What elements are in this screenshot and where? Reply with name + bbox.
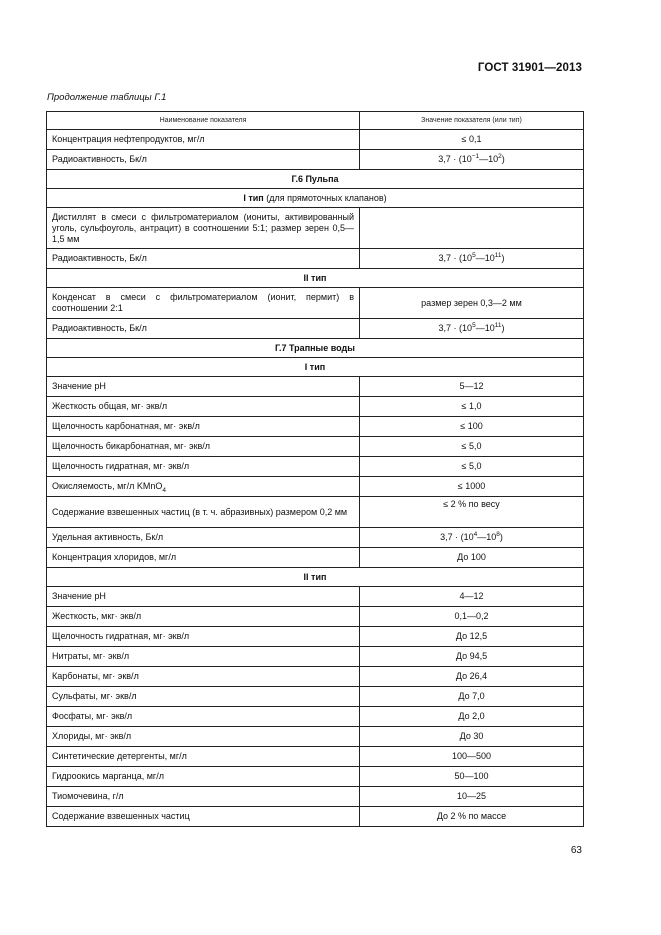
row-value: 5—12 xyxy=(360,377,584,397)
row-value: До 30 xyxy=(360,727,584,747)
row-name: Гидроокись марганца, мг/л xyxy=(47,767,360,787)
table-row xyxy=(47,627,584,647)
row-value: 10—25 xyxy=(360,787,584,807)
row-value: До 100 xyxy=(360,548,584,568)
table-row xyxy=(47,687,584,707)
row-value: До 2 % по массе xyxy=(360,807,584,827)
row-value: $3,7 \cdot (10^5—10^{11})$ xyxy=(360,249,584,269)
table-row xyxy=(47,417,584,437)
row-value: ≤ 1,0 xyxy=(360,397,584,417)
parameters-table xyxy=(46,111,584,827)
subsection-row xyxy=(47,269,584,288)
row-name: Синтетические детергенты, мг/л xyxy=(47,747,360,767)
row-name: Конденсат в смеси с фильтроматериалом (ионит, пермит) в соотношении 2:1 xyxy=(47,288,360,319)
subsection-row xyxy=(47,358,584,377)
column-header-name: Наименование показателя xyxy=(47,112,360,130)
subsection-row xyxy=(47,568,584,587)
table-row xyxy=(47,807,584,827)
table-row xyxy=(47,727,584,747)
row-name: Радиоактивность, Бк/л xyxy=(47,319,360,339)
table-row xyxy=(47,457,584,477)
table-row xyxy=(47,548,584,568)
row-value: До 12,5 xyxy=(360,627,584,647)
table-row xyxy=(47,607,584,627)
column-header-value: Значение показателя (или тип) xyxy=(360,112,584,130)
row-name: Радиоактивность, Бк/л xyxy=(47,249,360,269)
table-row xyxy=(47,437,584,457)
subsection-g6-type2: II тип xyxy=(47,269,584,288)
table-row xyxy=(47,288,584,319)
table-row xyxy=(47,587,584,607)
row-value: $3,7 \cdot (10^{-1}—10^2)$ xyxy=(360,150,584,170)
subsection-g6-type1: I тип (для прямоточных клапанов) xyxy=(47,189,584,208)
table-row xyxy=(47,707,584,727)
subsection-row xyxy=(47,189,584,208)
row-value: ≤ 0,1 xyxy=(360,130,584,150)
row-value: ≤ 5,0 xyxy=(360,437,584,457)
standard-header: ГОСТ 31901—2013 xyxy=(477,62,582,74)
row-name: Окисляемость, мг/л KMnO$_4$ xyxy=(47,477,360,497)
table-row xyxy=(47,319,584,339)
table-row xyxy=(47,150,584,170)
section-title-g7: Г.7 Трапные воды xyxy=(47,339,584,358)
row-value: До 2,0 xyxy=(360,707,584,727)
subsection-g7-type1: I тип xyxy=(47,358,584,377)
table-row xyxy=(47,377,584,397)
row-name: Значение pH xyxy=(47,377,360,397)
row-name: Фосфаты, мг· экв/л xyxy=(47,707,360,727)
table-row xyxy=(47,747,584,767)
table-row xyxy=(47,647,584,667)
row-name: Тиомочевина, г/л xyxy=(47,787,360,807)
table-row xyxy=(47,528,584,548)
row-value: размер зерен 0,3—2 мм xyxy=(360,288,584,319)
section-row xyxy=(47,170,584,189)
table-row xyxy=(47,767,584,787)
row-value: $3,7 \cdot (10^5—10^{11})$ xyxy=(360,319,584,339)
row-name: Концентрация хлоридов, мг/л xyxy=(47,548,360,568)
row-name: Щелочность гидратная, мг· экв/л xyxy=(47,457,360,477)
row-name: Жесткость, мкг· экв/л xyxy=(47,607,360,627)
row-value: ≤ 2 % по весу xyxy=(360,497,584,528)
table-row xyxy=(47,208,584,249)
subsection-g7-type2: II тип xyxy=(47,568,584,587)
row-value: До 26,4 xyxy=(360,667,584,687)
row-value: 4—12 xyxy=(360,587,584,607)
row-name: Дистиллят в смеси с фильтроматериалом (иониты, активированный уголь, сульфоуголь, антрацит) в соотношении 5:1; размер зерен 0,5—1,5 мм xyxy=(47,208,360,249)
row-name: Жесткость общая, мг· экв/л xyxy=(47,397,360,417)
section-row xyxy=(47,339,584,358)
row-value xyxy=(360,208,584,249)
table-row xyxy=(47,397,584,417)
row-name: Значение pH xyxy=(47,587,360,607)
table-row xyxy=(47,130,584,150)
table-row xyxy=(47,787,584,807)
row-name: Сульфаты, мг· экв/л xyxy=(47,687,360,707)
table-row xyxy=(47,249,584,269)
section-title-g6: Г.6 Пульпа xyxy=(47,170,584,189)
table-header-row xyxy=(47,112,584,130)
page-number: 63 xyxy=(570,845,582,856)
row-name: Удельная активность, Бк/л xyxy=(47,528,360,548)
row-name: Щелочность бикарбонатная, мг· экв/л xyxy=(47,437,360,457)
row-value: До 7,0 xyxy=(360,687,584,707)
row-name: Карбонаты, мг· экв/л xyxy=(47,667,360,687)
row-value: 0,1—0,2 xyxy=(360,607,584,627)
row-value: 50—100 xyxy=(360,767,584,787)
table-row xyxy=(47,477,584,497)
table-caption: Продолжение таблицы Г.1 xyxy=(47,92,167,103)
row-name: Щелочность карбонатная, мг· экв/л xyxy=(47,417,360,437)
row-name: Содержание взвешенных частиц xyxy=(47,807,360,827)
row-name: Нитраты, мг· экв/л xyxy=(47,647,360,667)
table-row xyxy=(47,667,584,687)
row-name: Хлориды, мг· экв/л xyxy=(47,727,360,747)
row-value: ≤ 100 xyxy=(360,417,584,437)
row-name: Концентрация нефтепродуктов, мг/л xyxy=(47,130,360,150)
table-row xyxy=(47,497,584,528)
row-value: $3,7 \cdot (10^4—10^8)$ xyxy=(360,528,584,548)
row-name: Щелочность гидратная, мг· экв/л xyxy=(47,627,360,647)
row-value: ≤ 5,0 xyxy=(360,457,584,477)
row-name: Содержание взвешенных частиц (в т. ч. абразивных) размером 0,2 мм xyxy=(47,497,360,528)
row-value: ≤ 1000 xyxy=(360,477,584,497)
row-name: Радиоактивность, Бк/л xyxy=(47,150,360,170)
row-value: До 94,5 xyxy=(360,647,584,667)
row-value: 100—500 xyxy=(360,747,584,767)
